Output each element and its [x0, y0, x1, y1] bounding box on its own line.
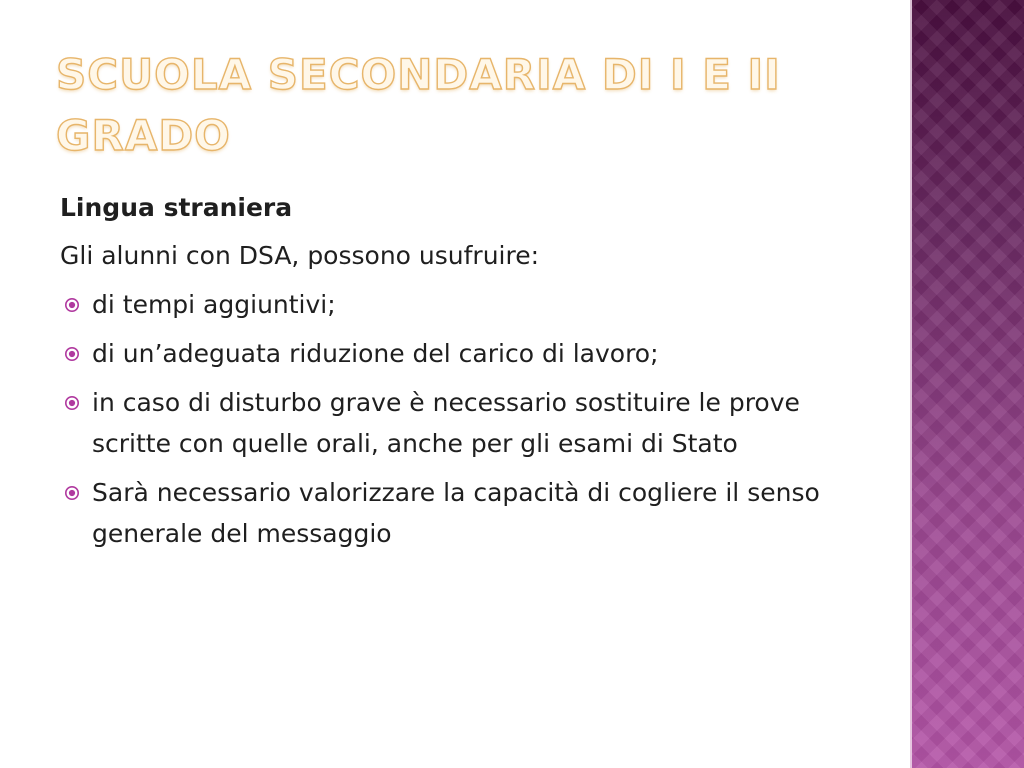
subheading: Lingua straniera [60, 193, 293, 222]
lead-text: Gli alunni con DSA, possono usufruire: [60, 241, 540, 270]
bullet-circle-icon [64, 395, 80, 411]
decorative-side-band [912, 0, 1024, 768]
bullet-item [60, 284, 840, 325]
slide-content [60, 186, 840, 562]
slide-title: SCUOLA SECONDARIA DI I E II GRADO [56, 50, 781, 160]
bullet-text: di tempi aggiuntivi; [92, 290, 336, 319]
bullet-item [60, 333, 840, 374]
bullet-circle-icon [64, 485, 80, 501]
bullet-circle-icon [64, 346, 80, 362]
bullet-text: in caso di disturbo grave è necessario sostituire le prove scritte con quelle orali, anche per gli esami di Stato [92, 388, 800, 458]
bullet-text: di un’adeguata riduzione del carico di lavoro; [92, 339, 659, 368]
bullet-item [60, 382, 840, 464]
bullet-item [60, 472, 840, 554]
bullet-circle-icon [64, 297, 80, 313]
bullet-text: Sarà necessario valorizzare la capacità di cogliere il senso generale del messaggio [92, 478, 820, 548]
bullet-list [60, 284, 840, 554]
